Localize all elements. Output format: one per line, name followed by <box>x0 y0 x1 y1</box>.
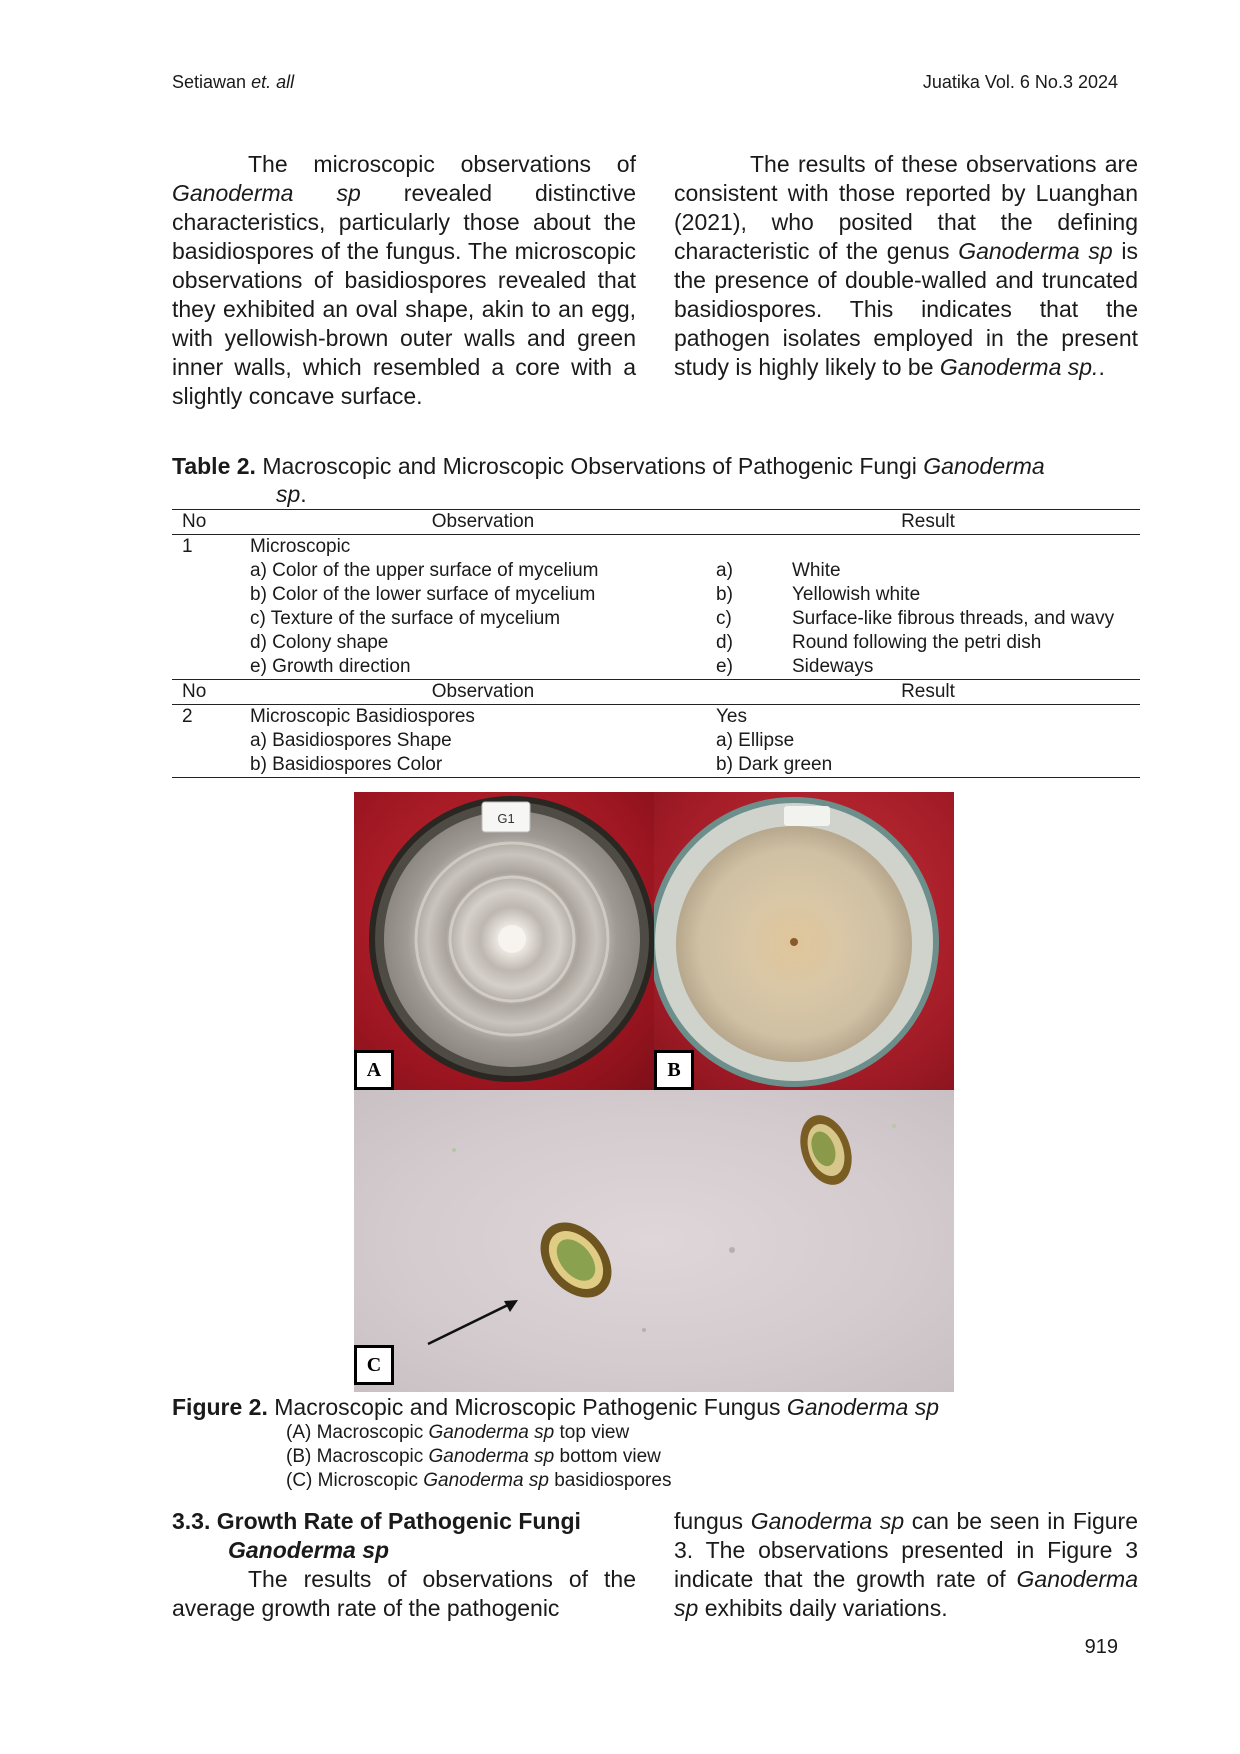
basidiospores-micrograph <box>354 1090 954 1392</box>
section-paragraph: The results of observations of the average growth rate of the pathogenic <box>172 1566 636 1621</box>
panel-label-a: A <box>354 1050 394 1090</box>
section-3-3-right: fungus Ganoderma sp can be seen in Figure 3. The observations presented in Figure 3 indicate that the growth rate of Ganoderma sp exhibits daily variations. <box>674 1508 1139 1621</box>
petri-dish-bottom-photo <box>654 792 954 1090</box>
table-row: c) Texture of the surface of mycelium c) Surface-like fibrous threads, and wavy <box>250 608 1115 629</box>
subcaption-c: (C) Microscopic Ganoderma sp basidiospores <box>286 1470 672 1491</box>
table-caption: Table 2. Macroscopic and Microscopic Observations of Pathogenic Fungi Ganoderma sp. <box>172 453 1045 507</box>
figure-label: Figure 2. <box>172 1394 268 1420</box>
panel-label-b: B <box>654 1050 694 1090</box>
dish-tag-label: G1 <box>497 811 515 826</box>
figure-caption: Figure 2. Macroscopic and Microscopic Pathogenic Fungus Ganoderma sp (A) Macroscopic Ganoderma sp top view (B) Macroscopic Ganoderma sp bottom view (C) Microscopic Ganoderma sp basidiospores <box>172 1393 1140 1493</box>
panel-label-c: C <box>354 1345 394 1385</box>
table-header-row: No Observation Result <box>172 510 1140 535</box>
paragraph-left: The microscopic observations of Ganoderma sp revealed distinctive characteristics, particularly those about the basidiospores of the fungus. The microscopic observations of basidiospores revealed that they exhibited an oval shape, akin to an egg, with yellowish-brown outer walls and green inner walls, which resembled a core with a slightly concave surface. <box>172 151 637 409</box>
table-label: Table 2. <box>172 453 256 479</box>
subcaption-b: (B) Macroscopic Ganoderma sp bottom view <box>286 1446 661 1467</box>
table-row: b) Basidiospores Color b) Dark green <box>172 753 1140 778</box>
table-row: d) Colony shape d) Round following the petri dish <box>250 632 1042 653</box>
table-row: a) Color of the upper surface of mycelium a) White <box>250 560 841 581</box>
section-heading: 3.3. Growth Rate of Pathogenic Fungi Ganoderma sp <box>172 1508 581 1563</box>
figure-2 <box>354 792 954 1392</box>
photo-panel-a <box>354 792 654 1090</box>
author-name: Setiawan <box>172 72 247 92</box>
observation-table <box>172 509 1140 778</box>
genus-name: Ganoderma sp <box>958 238 1113 264</box>
photo-panel-b <box>654 792 954 1090</box>
table-row: 1 Microscopic <box>182 536 351 557</box>
running-header-journal: Juatika Vol. 6 No.3 2024 <box>922 72 1118 92</box>
subcaption-a: (A) Macroscopic Ganoderma sp top view <box>286 1422 630 1443</box>
photo-panel-c <box>354 1090 954 1392</box>
section-3-3-left <box>172 1507 636 1623</box>
page-number: 919 <box>1084 1636 1118 1658</box>
et-all: et. all <box>251 72 295 92</box>
running-header-author <box>172 72 294 93</box>
table-row: 2 Microscopic Basidiospores Yes <box>182 706 747 727</box>
genus-name: Ganoderma sp. <box>939 354 1099 380</box>
petri-dish-top-photo <box>354 792 654 1090</box>
pointer-arrow <box>428 1302 514 1344</box>
table-row: e) Growth direction e) Sideways <box>250 656 874 677</box>
table-row: b) Color of the lower surface of mycelium b) Yellowish white <box>250 584 921 605</box>
paragraph-right: The results of these observations are consistent with those reported by Luanghan (2021), who posited that the defining characteristic of the genus Ganoderma sp is the presence of double-walled and truncated basidiospores. This indicates that the pathogen isolates employed in the present study is highly likely to be Ganoderma sp.. <box>674 151 1138 380</box>
table-header-row: No Observation Result <box>172 680 1140 705</box>
genus-name: Ganoderma sp <box>172 180 361 206</box>
table-row: a) Basidiospores Shape a) Ellipse <box>250 730 795 751</box>
